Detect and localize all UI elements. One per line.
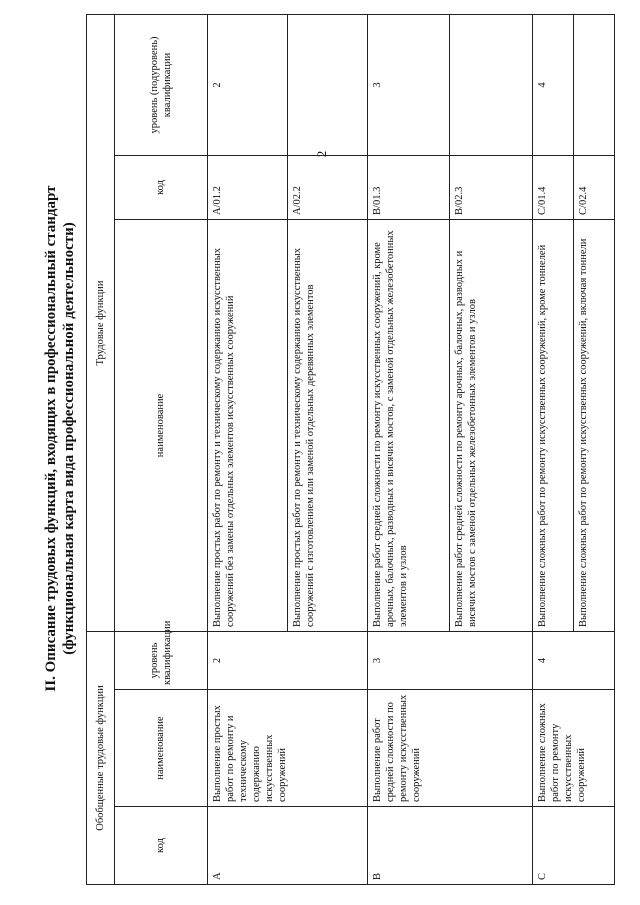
- table-row: [532, 14, 573, 884]
- title-line-1: II. Описание трудовых функций, входящих в профессиональный стандарт: [43, 185, 59, 692]
- tf-name: Выполнение работ средней сложности по ремонту искусственных сооружений, кроме арочных, балочных, разводных и висячих мостов, с заменой отдельных железобетонных элементов и узлов: [367, 219, 450, 631]
- tf-name: Выполнение сложных работ по ремонту искусственных сооружений, кроме тоннелей: [532, 219, 573, 631]
- tf-code: B/02.3: [450, 155, 533, 219]
- header-tf-name: наименование: [114, 219, 208, 631]
- section-title: [42, 0, 78, 885]
- tf-code: A/02.2: [287, 155, 367, 219]
- functional-map-table: [86, 14, 615, 885]
- gf-code: B: [367, 807, 532, 885]
- rotated-page-content: [20, 0, 620, 885]
- tf-level: 2: [208, 14, 288, 155]
- gf-code: A: [208, 807, 368, 885]
- header-name: наименование: [114, 690, 208, 807]
- table-row: [367, 14, 450, 884]
- table-row: [208, 14, 288, 884]
- page-number: 2: [314, 150, 329, 158]
- gf-code: C: [532, 807, 615, 885]
- gf-name: Выполнение простых работ по ремонту и техническому содержанию искусственных сооружений: [208, 690, 368, 807]
- tf-name: Выполнение простых работ по ремонту и техническому содержанию искусственных сооружений с изготовлением или заменой отдельных деревянных элементов: [287, 219, 367, 631]
- tf-level: [287, 14, 367, 155]
- gf-name: Выполнение сложных работ по ремонту искусственных сооружений: [532, 690, 615, 807]
- tf-name: Выполнение работ средней сложности по ремонту арочных, балочных, разводных и висячих мостов с заменой отдельных железобетонных элементов и узлов: [450, 219, 533, 631]
- tf-level: [450, 14, 533, 155]
- header-level: уровень квалификации: [114, 631, 208, 689]
- tf-level: 3: [367, 14, 450, 155]
- tf-code: C/01.4: [532, 155, 573, 219]
- tf-level: 4: [532, 14, 573, 155]
- tf-code: B/01.3: [367, 155, 450, 219]
- tf-code: C/02.4: [573, 155, 614, 219]
- gf-level: 3: [367, 631, 532, 689]
- tf-level: [573, 14, 614, 155]
- header-tf-level: уровень (подуровень) квалификации: [114, 14, 208, 155]
- header-code: код: [114, 807, 208, 885]
- header-generalized-functions: Обобщенные трудовые функции: [87, 631, 115, 884]
- tf-code: A/01.2: [208, 155, 288, 219]
- gf-level: 2: [208, 631, 368, 689]
- title-line-2: (функциональная карта вида профессиональной деятельности): [61, 222, 77, 655]
- header-labor-functions: Трудовые функции: [87, 14, 115, 631]
- tf-name: Выполнение простых работ по ремонту и техническому содержанию искусственных сооружений без замены отдельных элементов искусственных сооружений: [208, 219, 288, 631]
- header-tf-code: код: [114, 155, 208, 219]
- tf-name: Выполнение сложных работ по ремонту искусственных сооружений, включая тоннели: [573, 219, 614, 631]
- gf-name: Выполнение работ средней сложности по ремонту искусственных сооружений: [367, 690, 532, 807]
- gf-level: 4: [532, 631, 615, 689]
